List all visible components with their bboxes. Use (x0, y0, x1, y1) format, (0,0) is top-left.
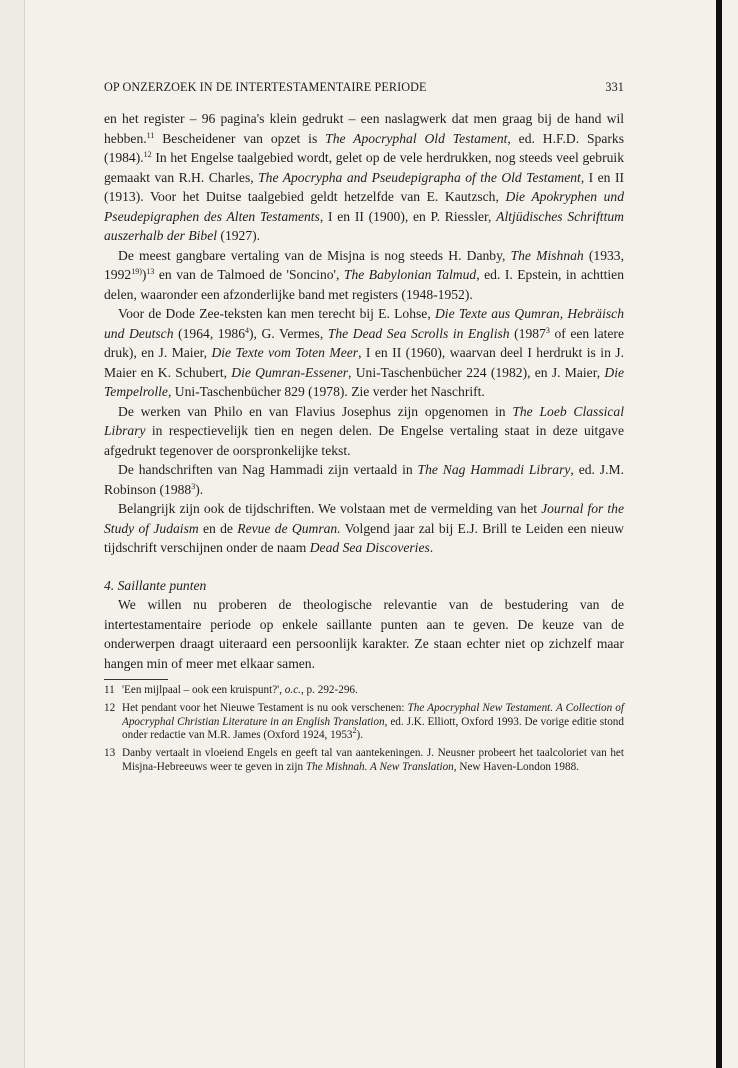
paragraph: De meest gangbare vertaling van de Misjna is nog steeds H. Danby, The Mishnah (1933, 1992$^{19)}$)$^{13}$ en van de Talmoed de 'Soncino', The Babylonian Talmud, ed. I. Epstein, in achttien delen, waaronder een afzonderlijke band met registers (1948-1952). (104, 247, 624, 302)
footnote-ref: 12 (143, 150, 152, 159)
footnote-ref: 13 (146, 267, 155, 276)
footnote-ref: 11 (146, 130, 155, 140)
paragraph: We willen nu proberen de theologische relevantie van de bestudering van de intertestamentaire periode op enkele saillante punten aan te geven. De keuze van de onderwerpen draagt uiteraard een persoonlijk karakter. Ze staan echter niet op zichzelf maar hangen min of meer met elkaar samen. (104, 597, 624, 671)
running-header (104, 80, 624, 95)
footnote: 12 Het pendant voor het Nieuwe Testament is nu ook verschenen: The Apocryphal New Testament. A Collection of Apocryphal Christian Literature in an English Translation, ed. J.K. Elliott, Oxford 1993. De vorige editie stond onder redactie van M.R. James (Oxford 1924, 1953$^2$). (104, 701, 624, 742)
scan-edge-bar (716, 0, 722, 1068)
paragraph: en het register – 96 pagina's klein gedrukt – een naslagwerk dat men graag bij de hand wil hebben.$^{11}$ Bescheidener van opzet is The Apocryphal Old Testament, ed. H.F.D. Sparks (1984).$^{12}$ In het Engelse taalgebied wordt, gelet op de vele herdrukken, nog steeds veel gebruik gemaakt van R.H. Charles, The Apocrypha and Pseudepigrapha of the Old Testament, I en II (1913). Voor het Duitse taalgebied geldt hetzelfde van E. Kautzsch, Die Apokryphen und Pseudepigraphen des Alten Testaments, I en II (1900), en P. Riessler, Altjüdisches Schrifttum auszerhalb der Bibel (1927). (104, 111, 625, 243)
running-title: OP ONZERZOEK IN DE INTERTESTAMENTAIRE PERIODE (104, 80, 427, 94)
paragraph: De handschriften van Nag Hammadi zijn vertaald in The Nag Hammadi Library, ed. J.M. Robinson (1988$^3$). (104, 462, 624, 497)
book-page (104, 80, 624, 779)
page-left-margin (0, 0, 25, 1068)
body-text (104, 109, 624, 673)
footnote-number: 12 (104, 701, 116, 714)
footnote: 13 Danby vertaalt in vloeiend Engels en geeft tal van aantekeningen. J. Neusner probeert het taalcoloriet van het Misjna-Hebreeuws weer te geven in zijn The Mishnah. A New Translation, New Haven-London 1988. (104, 747, 624, 773)
paragraph: Belangrijk zijn ook de tijdschriften. We volstaan met de vermelding van het Journal for the Study of Judaism en de Revue de Qumran. Volgend jaar zal bij E.J. Brill te Leiden een nieuw tijdschrift verschijnen onder de naam Dead Sea Discoveries. (104, 501, 625, 555)
footnote-number: 13 (104, 747, 116, 760)
section-heading: 4. Saillante punten (104, 577, 207, 593)
footnote: 11 'Een mijlpaal – ook een kruispunt?', o.c., p. 292-296. (104, 684, 358, 696)
footnote-divider (104, 679, 168, 680)
page-number: 331 (605, 80, 624, 94)
paragraph: Voor de Dode Zee-teksten kan men terecht bij E. Lohse, Die Texte aus Qumran, Hebräisch und Deutsch (1964, 1986$^4$), G. Vermes, The Dead Sea Scrolls in English (1987$^3$ of een latere druk), en J. Maier, Die Texte vom Toten Meer, I en II (1960), waarvan deel I herdrukt is in J. Maier en K. Schubert, Die Qumran-Essener, Uni-Taschenbücher 224 (1982), en J. Maier, Die Tempelrolle, Uni-Taschenbücher 829 (1978). Zie verder het Naschrift. (104, 306, 625, 399)
footnote-number: 11 (104, 684, 115, 696)
paragraph: De werken van Philo en van Flavius Josephus zijn opgenomen in The Loeb Classical Library in respectievelijk tien en negen delen. De Engelse vertaling staat in deze uitgave afgedrukt tegenover de oorspronkelijke tekst. (104, 403, 624, 458)
